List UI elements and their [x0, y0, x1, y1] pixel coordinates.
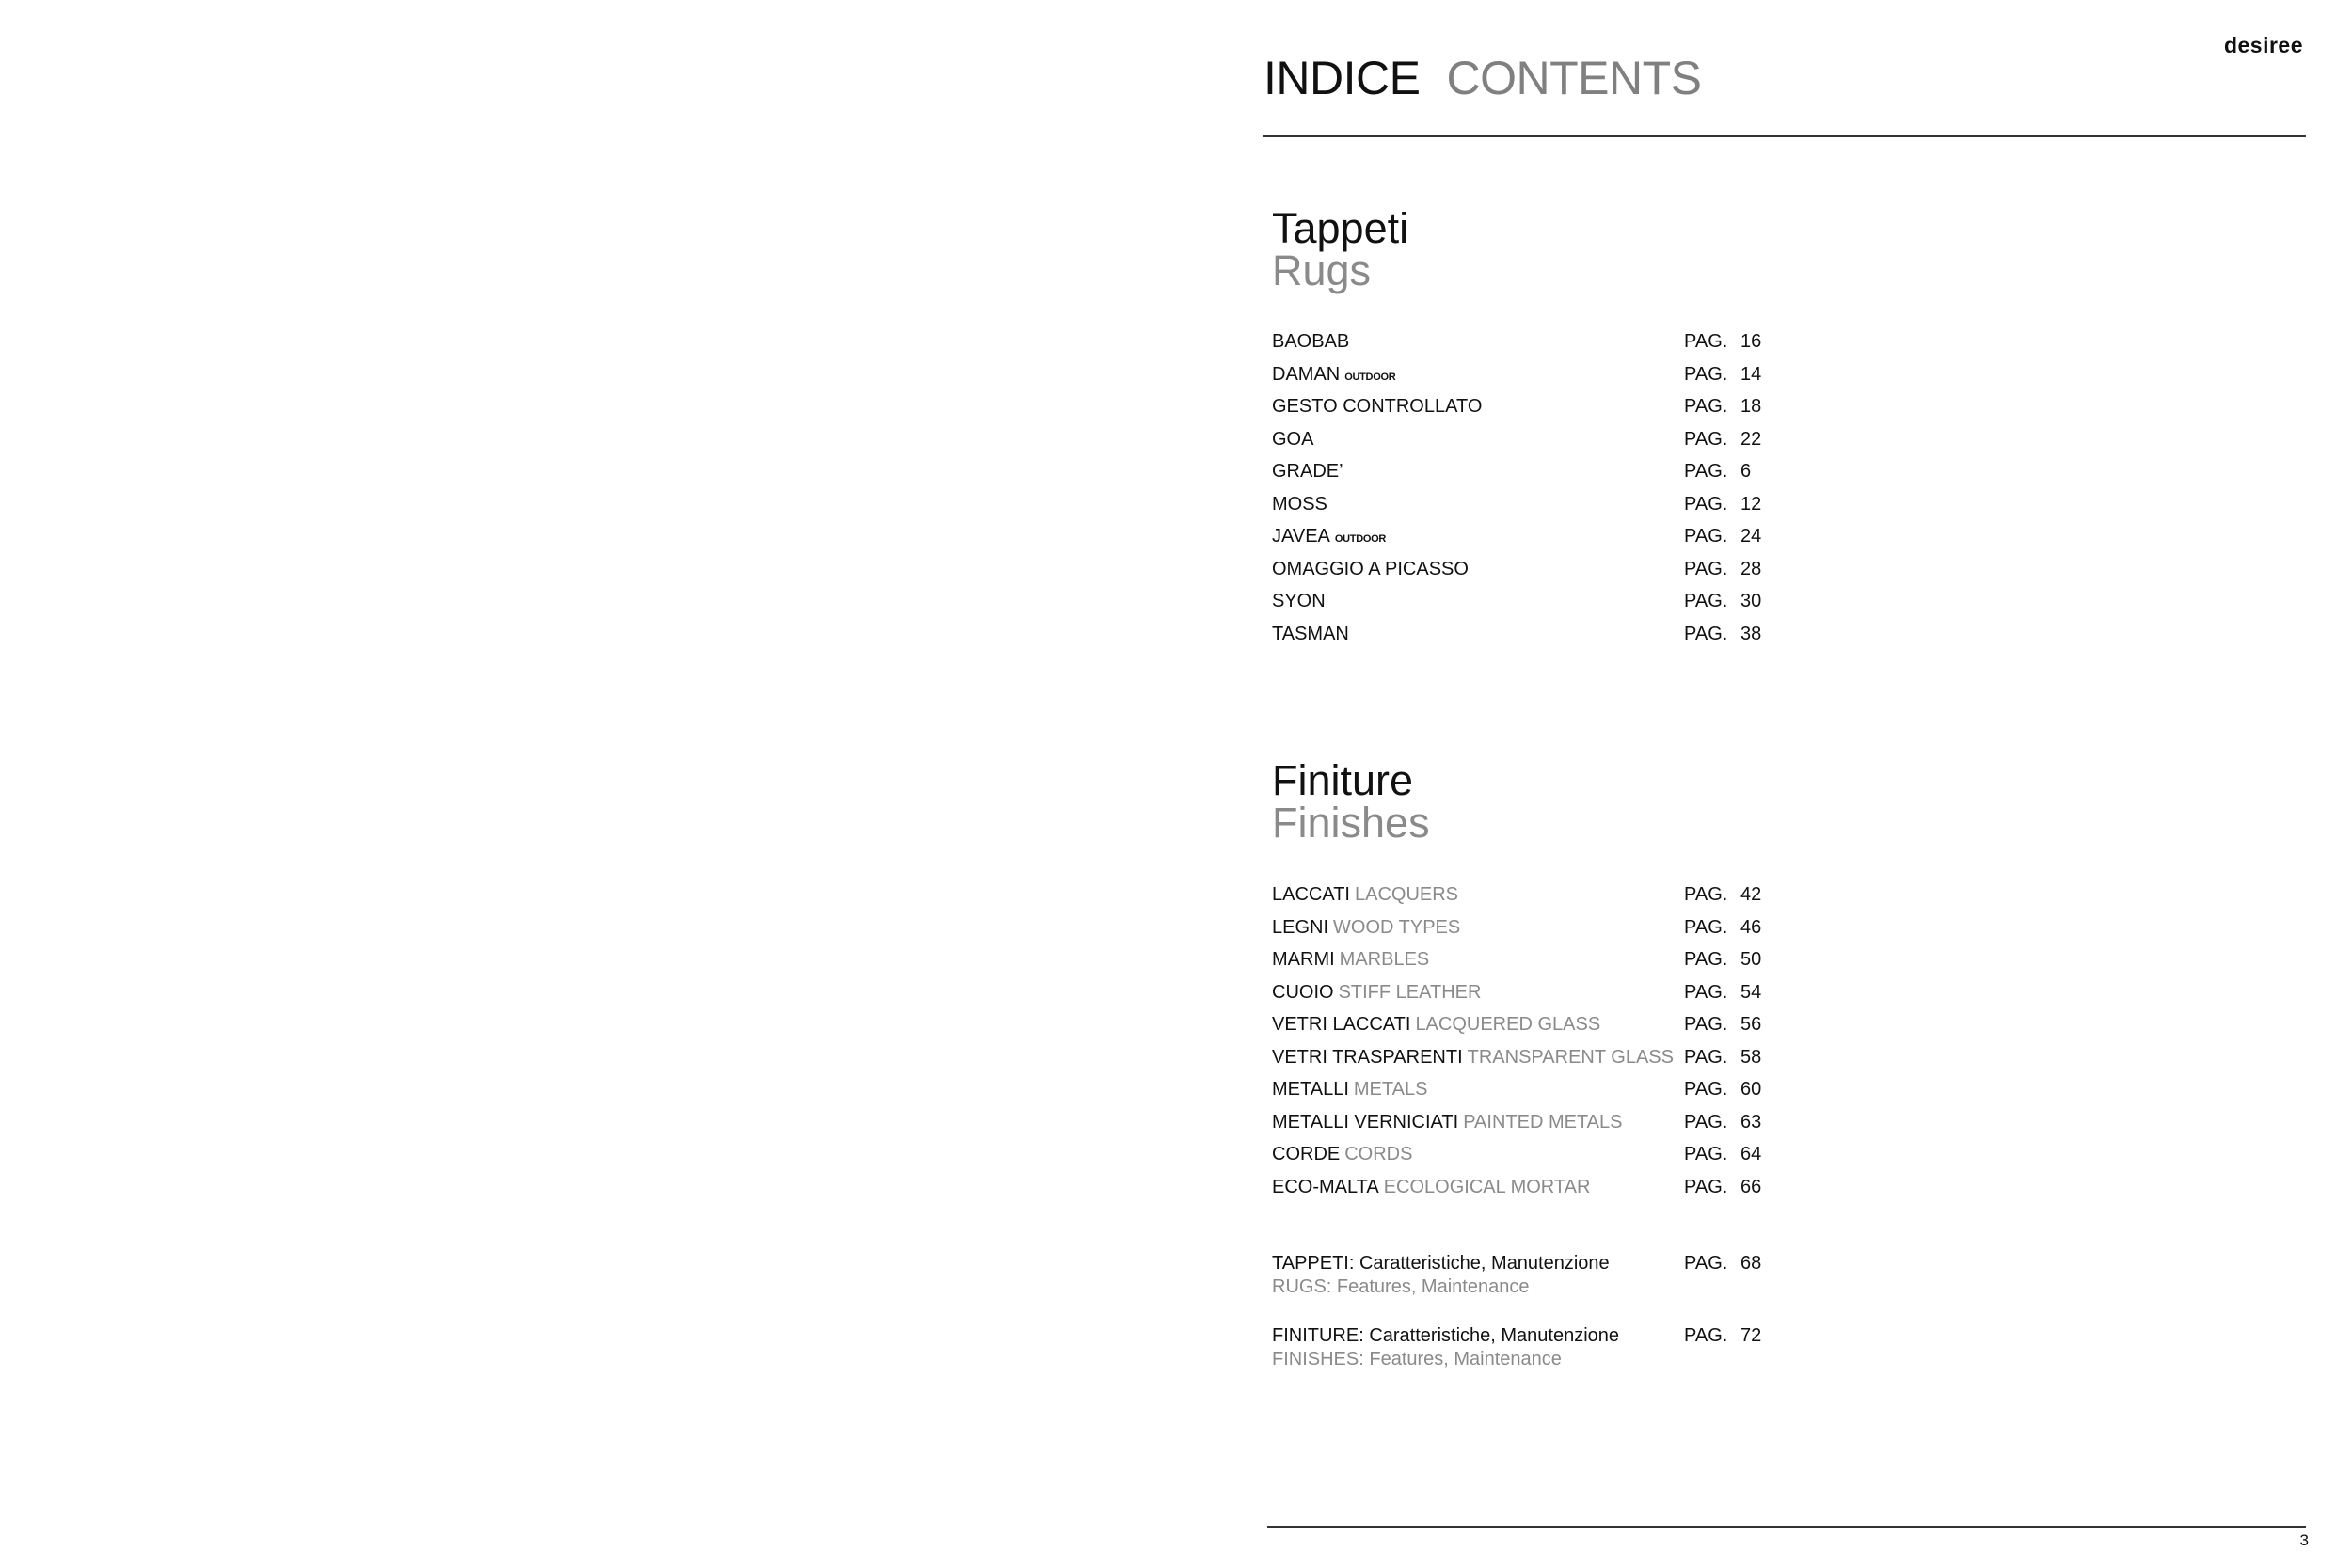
finish-name-italian: CORDE: [1272, 1144, 1341, 1164]
page-ref: 30: [1740, 591, 1762, 611]
rug-name: [1272, 358, 1395, 394]
finish-name: [1272, 1041, 1674, 1074]
rug-name-text: GOA: [1272, 428, 1314, 450]
pag-label: PAG.: [1684, 591, 1728, 611]
rug-name-text: SYON: [1272, 591, 1326, 611]
finish-name-english: PAINTED METALS: [1463, 1111, 1623, 1132]
pag-label: PAG.: [1684, 526, 1728, 546]
page-ref: 28: [1740, 558, 1762, 579]
finish-name: [1272, 976, 1481, 1009]
finish-name-english: WOOD TYPES: [1333, 916, 1461, 938]
page-ref: 72: [1740, 1325, 1762, 1346]
title-italian: INDICE: [1263, 52, 1421, 104]
outdoor-tag: OUTDOOR: [1334, 533, 1386, 545]
brand-logo: desiree: [2223, 33, 2303, 57]
page-ref: 50: [1740, 949, 1762, 970]
page-number: 3: [2299, 1531, 2309, 1549]
pag-label: PAG.: [1684, 428, 1728, 450]
page-ref: 6: [1740, 461, 1752, 482]
footer-divider: [1267, 1526, 2306, 1528]
page-ref: 60: [1740, 1079, 1762, 1100]
rugs-title-english: Rugs: [1272, 246, 1372, 294]
pag-label: PAG.: [1684, 1079, 1728, 1100]
page-ref: 18: [1740, 396, 1762, 417]
page-ref: 16: [1740, 331, 1762, 352]
pag-label: PAG.: [1684, 331, 1728, 352]
finish-name-italian: LEGNI: [1272, 916, 1329, 938]
finish-name-italian: LACCATI: [1272, 884, 1350, 905]
rug-name: [1272, 423, 1313, 456]
finish-name: [1272, 1073, 1427, 1106]
pag-label: PAG.: [1684, 1144, 1728, 1164]
page-ref: 56: [1740, 1014, 1762, 1035]
finish-name-italian: CUOIO: [1272, 981, 1334, 1003]
rug-name: [1272, 488, 1327, 521]
pag-label: PAG.: [1684, 623, 1728, 644]
pag-label: PAG.: [1684, 1176, 1728, 1197]
rug-name-text: MOSS: [1272, 493, 1327, 515]
title-english: CONTENTS: [1446, 52, 1702, 104]
page-ref: 66: [1740, 1176, 1762, 1197]
rug-name: [1272, 585, 1326, 618]
pag-label: PAG.: [1684, 461, 1728, 482]
finish-name: [1272, 1171, 1590, 1204]
finishes-title-italian: Finiture: [1272, 756, 1414, 804]
finish-name: [1272, 943, 1429, 976]
page-ref: 42: [1740, 884, 1762, 905]
page-title: [1263, 51, 1701, 105]
finish-name-italian: VETRI LACCATI: [1272, 1014, 1411, 1035]
page-ref: 22: [1740, 428, 1762, 450]
rug-name-text: JAVEA: [1272, 526, 1330, 546]
page-ref: 63: [1740, 1111, 1762, 1132]
pag-label: PAG.: [1684, 396, 1728, 417]
finish-name: [1272, 911, 1460, 944]
pag-label: PAG.: [1684, 1111, 1728, 1132]
page-ref: 14: [1740, 363, 1762, 385]
rug-name-text: BAOBAB: [1272, 331, 1350, 352]
rug-name: [1272, 325, 1349, 358]
rug-name: [1272, 455, 1343, 488]
page-ref: 58: [1740, 1046, 1762, 1068]
finishes-title-english: Finishes: [1272, 799, 1430, 847]
rugs-title-italian: Tappeti: [1272, 204, 1409, 252]
rug-name: [1272, 520, 1386, 556]
extra-title-english: RUGS: Features, Maintenance: [1272, 1276, 1530, 1297]
page-ref: 68: [1740, 1253, 1762, 1274]
finish-name-english: STIFF LEATHER: [1338, 981, 1482, 1003]
rug-name: [1272, 553, 1469, 586]
finish-name-english: LACQUERS: [1354, 884, 1459, 905]
finish-name-italian: METALLI VERNICIATI: [1272, 1111, 1459, 1132]
rug-name: [1272, 618, 1349, 651]
finish-name-english: ECOLOGICAL MORTAR: [1383, 1176, 1591, 1197]
pag-label: PAG.: [1684, 493, 1728, 515]
rugs-section-title: [1272, 204, 1409, 294]
extra-entry-rugs-features[interactable]: [1272, 1252, 1762, 1299]
pag-label: PAG.: [1684, 1046, 1728, 1068]
pag-label: PAG.: [1684, 949, 1728, 970]
pag-label: PAG.: [1684, 1014, 1728, 1035]
finish-name-english: MARBLES: [1339, 949, 1430, 970]
pag-label: PAG.: [1684, 558, 1728, 579]
finish-name-english: LACQUERED GLASS: [1415, 1014, 1601, 1035]
finish-name-italian: ECO-MALTA: [1272, 1176, 1379, 1197]
page-ref: 54: [1740, 981, 1762, 1003]
finish-name-english: METALS: [1353, 1079, 1428, 1100]
rug-name-text: TASMAN: [1272, 623, 1349, 644]
extra-title-italian: TAPPETI: Caratteristiche, Manutenzione: [1272, 1253, 1610, 1274]
pag-label: PAG.: [1684, 916, 1728, 938]
finish-name-english: CORDS: [1344, 1144, 1413, 1164]
pag-label: PAG.: [1684, 363, 1728, 385]
pag-label: PAG.: [1684, 1325, 1728, 1346]
extra-entry-finishes-features[interactable]: [1272, 1324, 1762, 1371]
finish-name: [1272, 1106, 1622, 1139]
rug-name-text: OMAGGIO A PICASSO: [1272, 558, 1469, 579]
pag-label: PAG.: [1684, 981, 1728, 1003]
page-ref: 64: [1740, 1144, 1762, 1164]
page-ref: 12: [1740, 493, 1762, 515]
extra-title-english: FINISHES: Features, Maintenance: [1272, 1349, 1562, 1370]
rug-name-text: GRADE’: [1272, 461, 1343, 482]
pag-label: PAG.: [1684, 884, 1728, 905]
rug-name-text: GESTO CONTROLLATO: [1272, 396, 1483, 417]
outdoor-tag: OUTDOOR: [1344, 371, 1396, 383]
finish-name-english: TRANSPARENT GLASS: [1467, 1046, 1674, 1068]
page-ref: 24: [1740, 526, 1762, 546]
pag-label: PAG.: [1684, 1253, 1728, 1274]
finish-name-italian: MARMI: [1272, 949, 1335, 970]
extra-title-italian: FINITURE: Caratteristiche, Manutenzione: [1272, 1325, 1620, 1346]
finish-name: [1272, 1138, 1412, 1171]
header-divider: [1263, 135, 2306, 137]
finish-name-italian: METALLI: [1272, 1079, 1349, 1100]
rug-name: [1272, 390, 1482, 423]
page-ref: 46: [1740, 916, 1762, 938]
finish-name: [1272, 1008, 1600, 1041]
finish-name-italian: VETRI TRASPARENTI: [1272, 1046, 1463, 1068]
rug-name-text: DAMAN: [1272, 363, 1341, 385]
finish-name: [1272, 879, 1458, 911]
finishes-section-title: [1272, 756, 1430, 847]
page-ref: 38: [1740, 623, 1762, 644]
